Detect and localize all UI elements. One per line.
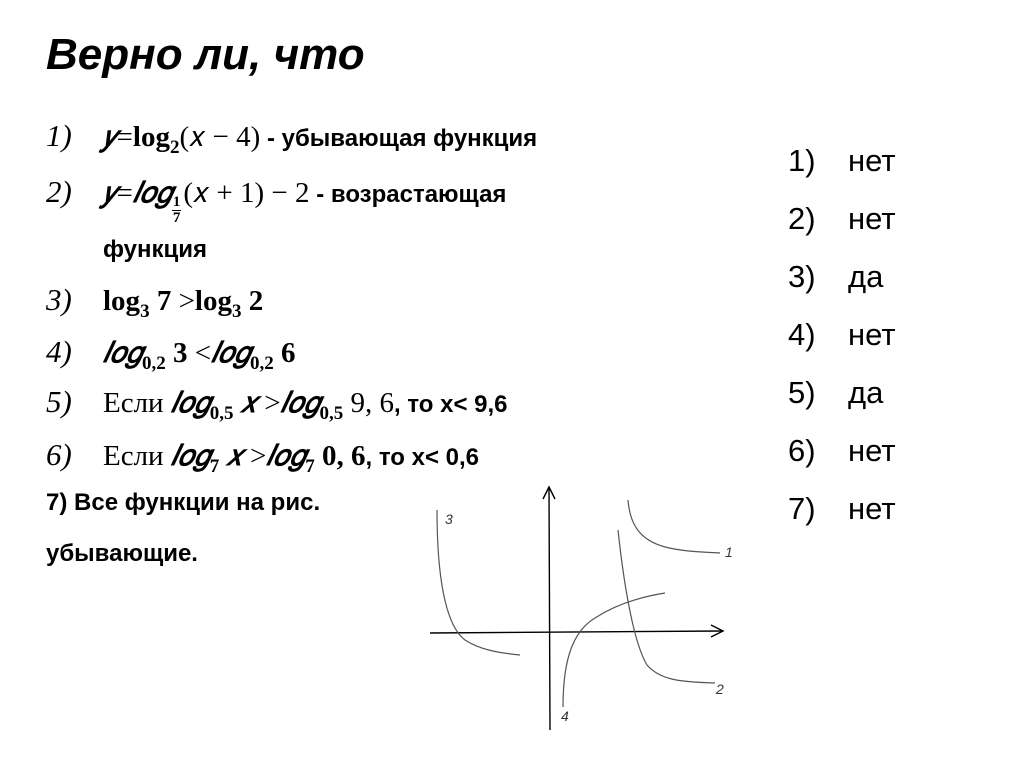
question-number: 3) bbox=[46, 282, 72, 317]
answer-number: 2) bbox=[788, 201, 816, 236]
question-text: - убывающая функция bbox=[260, 125, 538, 152]
question-2 bbox=[46, 174, 506, 226]
answer-1 bbox=[788, 143, 896, 179]
curve-1 bbox=[628, 500, 720, 553]
math-op: > bbox=[242, 440, 267, 472]
question-7-line2: убывающие. bbox=[46, 540, 198, 567]
math-base: 2 bbox=[169, 137, 180, 158]
math-op: < bbox=[187, 337, 212, 369]
question-number: 2) bbox=[46, 174, 72, 209]
math-fn: log bbox=[103, 285, 141, 317]
answer-number: 1) bbox=[788, 143, 816, 178]
math-arg: 9, 6 bbox=[343, 387, 394, 419]
question-7-line1: 7) Все функции на рис. bbox=[46, 489, 321, 516]
answer-value: да bbox=[848, 375, 884, 410]
question-number: 6) bbox=[46, 437, 72, 472]
fraction-denominator: 7 bbox=[172, 210, 181, 226]
answer-number: 6) bbox=[788, 433, 816, 468]
question-text: - возрастающая bbox=[309, 181, 507, 208]
answer-number: 3) bbox=[788, 259, 816, 294]
math-base: 7 bbox=[305, 456, 315, 477]
answer-value: нет bbox=[848, 143, 896, 178]
question-number: 1) bbox=[46, 118, 72, 153]
math-op: > bbox=[256, 387, 281, 419]
answer-2 bbox=[788, 201, 896, 237]
math-fraction-base bbox=[172, 195, 182, 226]
answer-5 bbox=[788, 375, 883, 411]
math-arg: 7 bbox=[149, 285, 172, 317]
math-op: > bbox=[171, 285, 195, 317]
math-arg: (𝑥 + 1) − 2 bbox=[183, 177, 310, 209]
math-arg: 2 bbox=[241, 285, 264, 317]
math-base: 3 bbox=[231, 301, 242, 322]
question-text: , то x< 9,6 bbox=[394, 391, 508, 418]
math-arg: 𝑥 bbox=[219, 440, 243, 472]
curve-4-label: 4 bbox=[561, 708, 569, 724]
math-var: 𝑦 bbox=[103, 121, 117, 153]
math-fn: 𝑙𝑜𝑔 bbox=[170, 440, 210, 472]
answer-value: нет bbox=[848, 491, 896, 526]
math-fn: 𝑙𝑜𝑔 bbox=[103, 337, 142, 369]
question-number: 5) bbox=[46, 384, 72, 419]
math-fn: 𝑙𝑜𝑔 bbox=[170, 387, 210, 419]
math-fn: 𝑙𝑜𝑔 bbox=[211, 337, 251, 369]
question-4 bbox=[46, 334, 296, 375]
answer-number: 4) bbox=[788, 317, 816, 352]
answer-6 bbox=[788, 433, 896, 469]
math-base: 0,5 bbox=[209, 403, 234, 424]
question-1 bbox=[46, 118, 537, 159]
curve-4 bbox=[563, 593, 665, 707]
math-base: 7 bbox=[209, 456, 220, 477]
math-op: = bbox=[116, 177, 133, 209]
math-base: 0,2 bbox=[250, 353, 274, 374]
answer-value: нет bbox=[848, 317, 896, 352]
question-5 bbox=[46, 384, 508, 425]
question-text: , то x< 0,6 bbox=[365, 444, 479, 471]
answer-7 bbox=[788, 491, 896, 527]
math-base: 3 bbox=[140, 301, 150, 322]
math-arg: 6 bbox=[273, 337, 296, 369]
x-axis bbox=[430, 631, 723, 633]
answer-value: да bbox=[848, 259, 884, 294]
slide-title: Верно ли, что bbox=[46, 30, 365, 79]
curve-3-label: 3 bbox=[445, 511, 453, 527]
math-prefix: Если bbox=[103, 387, 171, 419]
y-axis bbox=[549, 487, 550, 730]
question-3 bbox=[46, 282, 263, 323]
curve-2 bbox=[618, 530, 715, 683]
question-6 bbox=[46, 437, 479, 478]
math-fn: 𝑙𝑜𝑔 bbox=[266, 440, 306, 472]
answer-number: 7) bbox=[788, 491, 816, 526]
math-arg: 𝑥 bbox=[233, 387, 257, 419]
answer-4 bbox=[788, 317, 896, 353]
fraction-numerator: 1 bbox=[172, 194, 181, 210]
math-fn: log bbox=[132, 121, 170, 153]
math-fn: log bbox=[194, 285, 232, 317]
math-op: = bbox=[116, 121, 133, 153]
math-prefix: Если bbox=[103, 440, 171, 472]
math-fn: 𝑙𝑜𝑔 bbox=[132, 177, 172, 209]
question-2-continuation: функция bbox=[103, 236, 208, 263]
math-base: 0,5 bbox=[319, 403, 344, 424]
math-arg: 3 bbox=[165, 337, 188, 369]
answer-value: нет bbox=[848, 201, 896, 236]
curve-1-label: 1 bbox=[725, 544, 733, 560]
math-fn: 𝑙𝑜𝑔 bbox=[280, 387, 320, 419]
functions-graph bbox=[425, 485, 765, 740]
answer-3 bbox=[788, 259, 883, 295]
math-base: 0,2 bbox=[141, 353, 166, 374]
answer-value: нет bbox=[848, 433, 896, 468]
curve-2-label: 2 bbox=[716, 681, 724, 697]
math-var: 𝑦 bbox=[103, 177, 117, 209]
math-arg: 0, 6 bbox=[314, 440, 366, 472]
math-arg: (𝑥 − 4) bbox=[179, 121, 261, 153]
answer-number: 5) bbox=[788, 375, 816, 410]
question-number: 4) bbox=[46, 334, 72, 369]
